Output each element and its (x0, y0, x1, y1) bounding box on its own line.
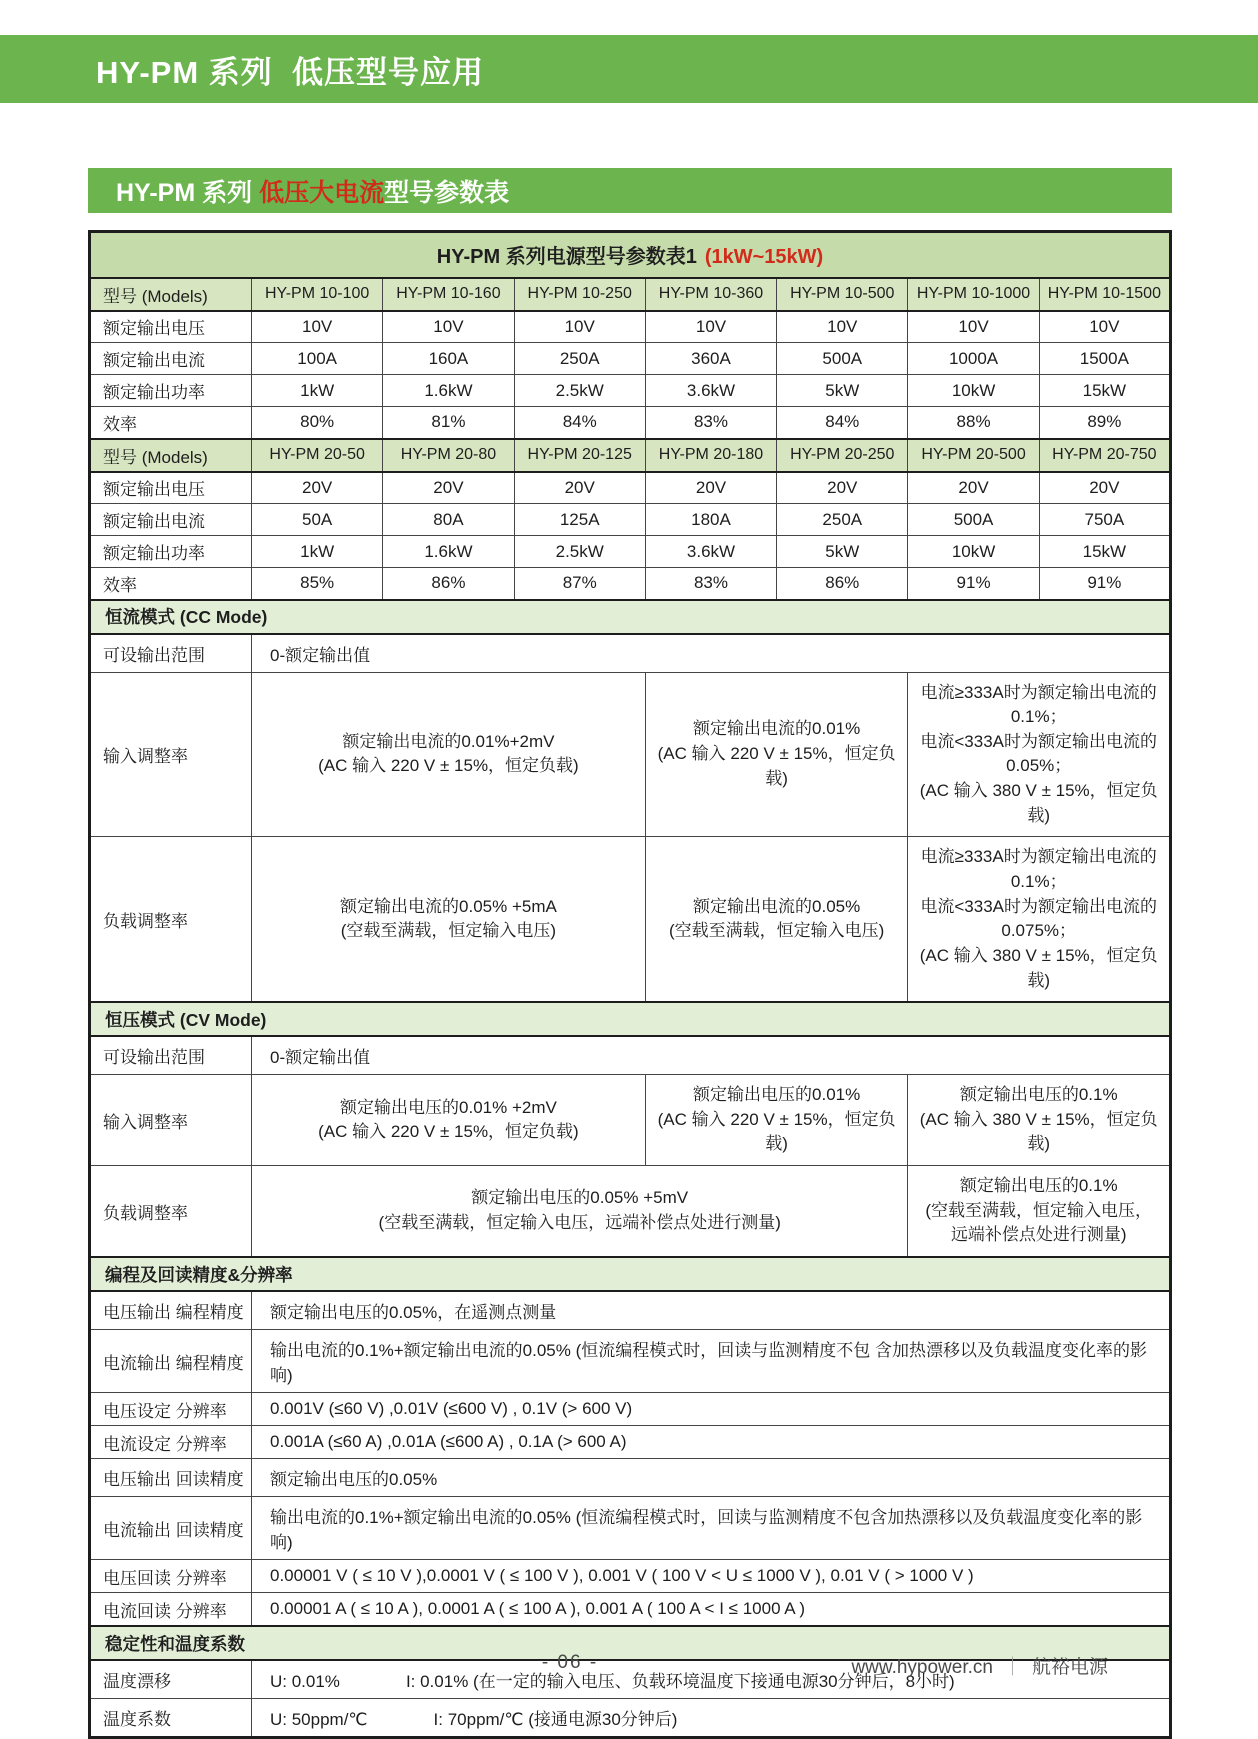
value-cell: 750A (1039, 504, 1170, 536)
value-cell: 10V (1039, 311, 1170, 343)
value-cell: 10V (383, 311, 514, 343)
value-line: 额定输出电压的0.05% +5mV (471, 1188, 689, 1208)
model-name: HY-PM 20-750 (1039, 439, 1170, 472)
value-cell: 250A (777, 504, 908, 536)
table-row (90, 504, 1171, 536)
value-cell: 84% (777, 407, 908, 439)
table-row (90, 1426, 1171, 1459)
value-cell: 0.00001 A ( ≤ 10 A ), 0.0001 A ( ≤ 100 A ), 0.001 A ( 100 A < I ≤ 1000 A ) (252, 1593, 1171, 1627)
row-label: 电流输出 编程精度 (90, 1330, 252, 1393)
value-line: 额定输出电压的0.1% (959, 1176, 1118, 1196)
value-line: 电流≥333A时为额定输出电流的0.1%； (920, 847, 1157, 891)
table-row (90, 1393, 1171, 1426)
value-cell: 88% (908, 407, 1039, 439)
row-label: 电流回读 分辨率 (90, 1593, 252, 1627)
value-cell: 85% (252, 568, 383, 600)
value-cell: 1000A (908, 343, 1039, 375)
value-cell: 10kW (908, 375, 1039, 407)
value-cell: 80% (252, 407, 383, 439)
value-cell: 3.6kW (645, 536, 776, 568)
row-label: 输入调整率 (90, 1075, 252, 1166)
table-row (90, 672, 1171, 837)
value-part: I: 70ppm/℃ (接通电源30分钟后) (433, 1710, 678, 1730)
value-cell: 1kW (252, 375, 383, 407)
section-header: 稳定性和温度系数 (90, 1626, 1171, 1660)
row-label: 额定输出电流 (90, 343, 252, 375)
section-header-row (90, 600, 1171, 634)
value-cell (908, 672, 1171, 837)
value-cell: 0.001V (≤60 V) ,0.01V (≤600 V) , 0.1V (> 600 V) (252, 1393, 1171, 1426)
footer-separator: ｜ (1002, 1657, 1022, 1678)
row-label: 型号 (Models) (90, 439, 252, 472)
row-label: 额定输出功率 (90, 536, 252, 568)
table-row (90, 1560, 1171, 1593)
value-line: (空载至满载，恒定输入电压) (340, 921, 557, 941)
value-cell: 0.001A (≤60 A) ,0.01A (≤600 A) , 0.1A (> 600 A) (252, 1426, 1171, 1459)
section-title-highlight: 低压大电流 (259, 178, 385, 207)
table-row (90, 439, 1171, 472)
page-header-banner (0, 35, 1258, 103)
value-cell (645, 837, 908, 1002)
value-cell (908, 1075, 1171, 1166)
value-cell: 额定输出电压的0.05%，在遥测点测量 (252, 1291, 1171, 1330)
value-line: 电流≥333A时为额定输出电流的0.1%； (920, 682, 1157, 727)
value-cell: 2.5kW (514, 536, 645, 568)
row-label: 效率 (90, 407, 252, 439)
value-line: 电流<333A时为额定输出电流的0.075%； (920, 896, 1158, 941)
value-cell: 输出电流的0.1%+额定输出电流的0.05% (恒流编程模式时，回读与监测精度不包含加热漂移以及负载温度变化率的影响) (252, 1497, 1171, 1560)
value-cell: 91% (908, 568, 1039, 600)
value-cell (252, 1166, 908, 1257)
model-name: HY-PM 20-80 (383, 439, 514, 472)
footer-brand: 航裕电源 (1031, 1657, 1108, 1678)
value-cell: 额定输出电压的0.05% (252, 1459, 1171, 1497)
value-line: 远端补偿点处进行测量) (950, 1225, 1127, 1245)
value-cell: 10V (777, 311, 908, 343)
spec-table-container (88, 230, 1172, 1739)
value-line: 额定输出电流的0.05% (693, 896, 861, 916)
value-line: 额定输出电压的0.01% +2mV (340, 1097, 557, 1117)
table-row (90, 343, 1171, 375)
value-cell: 86% (383, 568, 514, 600)
table-title-row (90, 232, 1171, 278)
model-name: HY-PM 10-160 (383, 278, 514, 311)
section-title-prefix: HY-PM 系列 (116, 178, 260, 207)
table-row (90, 568, 1171, 600)
table-row (90, 1166, 1171, 1257)
value-cell: 180A (645, 504, 776, 536)
table-row (90, 278, 1171, 311)
model-name: HY-PM 10-250 (514, 278, 645, 311)
value-line: (AC 输入 220 V ± 15%，恒定负载) (657, 1109, 896, 1154)
table-title-text: HY-PM 系列电源型号参数表1 (436, 246, 697, 269)
model-name: HY-PM 10-500 (777, 278, 908, 311)
value-cell: 89% (1039, 407, 1170, 439)
value-cell: 87% (514, 568, 645, 600)
value-part: I: 0.01% (在一定的输入电压、负载环境温度下接通电源30分钟后，8小时) (405, 1672, 955, 1692)
value-cell: 20V (383, 472, 514, 504)
value-cell: 1500A (1039, 343, 1170, 375)
spec-table-body (90, 232, 1171, 1738)
value-line: (AC 输入 380 V ± 15%，恒定负载) (919, 1109, 1158, 1154)
section-header: 恒流模式 (CC Mode) (90, 600, 1171, 634)
model-name: HY-PM 20-500 (908, 439, 1039, 472)
table-row (90, 1075, 1171, 1166)
row-label: 温度系数 (90, 1699, 252, 1738)
value-cell: 2.5kW (514, 375, 645, 407)
value-line: 额定输出电流的0.01%+2mV (342, 731, 555, 751)
section-header: 编程及回读精度&分辨率 (90, 1257, 1171, 1291)
row-label: 额定输出电压 (90, 311, 252, 343)
value-line: 电流<333A时为额定输出电流的0.05%； (920, 731, 1158, 776)
value-cell: 86% (777, 568, 908, 600)
value-cell (252, 1075, 646, 1166)
row-label: 电压回读 分辨率 (90, 1560, 252, 1593)
row-label: 温度漂移 (90, 1660, 252, 1699)
row-label: 电压输出 回读精度 (90, 1459, 252, 1497)
row-label: 型号 (Models) (90, 278, 252, 311)
page-title: HY-PM 系列 低压型号应用 (96, 54, 485, 90)
value-cell: 250A (514, 343, 645, 375)
value-line: (空载至满载，恒定输入电压，远端补偿点处进行测量) (378, 1213, 781, 1233)
table-row (90, 1330, 1171, 1393)
page-footer (88, 1652, 1172, 1682)
value-cell: 20V (514, 472, 645, 504)
model-name: HY-PM 20-180 (645, 439, 776, 472)
table-row (90, 634, 1171, 673)
value-line: (AC 输入 220 V ± 15%，恒定负载) (657, 744, 896, 788)
value-cell: 20V (777, 472, 908, 504)
value-line: (空载至满载，恒定输入电压， (925, 1200, 1153, 1220)
value-line: 额定输出电压的0.01% (693, 1085, 861, 1105)
footer-website (851, 1652, 1108, 1679)
value-cell: 5kW (777, 536, 908, 568)
value-cell: 10V (908, 311, 1039, 343)
value-cell: 10V (514, 311, 645, 343)
row-label: 可设输出范围 (90, 1036, 252, 1075)
spec-table (88, 230, 1172, 1739)
value-cell: 输出电流的0.1%+额定输出电流的0.05% (恒流编程模式时，回读与监测精度不包 含加热漂移以及负载温度变化率的影响) (252, 1330, 1171, 1393)
row-label: 负载调整率 (90, 1166, 252, 1257)
value-cell: 1.6kW (383, 375, 514, 407)
value-cell (908, 1166, 1171, 1257)
value-cell (645, 672, 908, 837)
value-cell (252, 837, 646, 1002)
value-cell: 10V (645, 311, 776, 343)
value-cell: 100A (252, 343, 383, 375)
value-cell: 80A (383, 504, 514, 536)
value-cell: 10V (252, 311, 383, 343)
value-line: (AC 输入 220 V ± 15%，恒定负载) (318, 756, 579, 776)
table-row (90, 1699, 1171, 1738)
value-line: (AC 输入 380 V ± 15%，恒定负载) (919, 781, 1158, 825)
value-cell: 0-额定输出值 (252, 1036, 1171, 1075)
value-cell: 50A (252, 504, 383, 536)
value-cell: 1.6kW (383, 536, 514, 568)
value-line: 额定输出电压的0.1% (959, 1085, 1118, 1105)
model-name: HY-PM 10-100 (252, 278, 383, 311)
value-cell (908, 837, 1171, 1002)
section-header-row (90, 1002, 1171, 1036)
table-title-range: (1kW~15kW) (704, 246, 824, 269)
value-cell: 160A (383, 343, 514, 375)
section-header: 恒压模式 (CV Mode) (90, 1002, 1171, 1036)
value-cell: 360A (645, 343, 776, 375)
value-line: (AC 输入 380 V ± 15%，恒定负载) (919, 945, 1158, 990)
value-cell: 20V (908, 472, 1039, 504)
row-label: 额定输出电流 (90, 504, 252, 536)
table-title (90, 232, 1171, 278)
model-name: HY-PM 10-360 (645, 278, 776, 311)
model-name: HY-PM 20-125 (514, 439, 645, 472)
table-row (90, 407, 1171, 439)
row-label: 额定输出功率 (90, 375, 252, 407)
value-cell: 125A (514, 504, 645, 536)
model-name: HY-PM 20-250 (777, 439, 908, 472)
value-cell: 84% (514, 407, 645, 439)
row-label: 可设输出范围 (90, 634, 252, 673)
row-label: 效率 (90, 568, 252, 600)
row-label: 输入调整率 (90, 672, 252, 837)
value-cell: 15kW (1039, 536, 1170, 568)
value-part: U: 0.01% (270, 1672, 340, 1692)
value-cell: 500A (908, 504, 1039, 536)
table-row (90, 472, 1171, 504)
value-cell: 0.00001 V ( ≤ 10 V ),0.0001 V ( ≤ 100 V ), 0.001 V ( 100 V < U ≤ 1000 V ), 0.01 V ( > 1000 V ) (252, 1560, 1171, 1593)
section-title-suffix: 型号参数表 (384, 178, 510, 207)
page-number: - 06 - (541, 1652, 599, 1673)
row-label: 额定输出电压 (90, 472, 252, 504)
row-label: 负载调整率 (90, 837, 252, 1002)
value-cell: 15kW (1039, 375, 1170, 407)
value-cell: 83% (645, 407, 776, 439)
value-cell: 5kW (777, 375, 908, 407)
table-row (90, 837, 1171, 1002)
table-row (90, 311, 1171, 343)
value-cell: 0-额定输出值 (252, 634, 1171, 673)
value-cell: 20V (645, 472, 776, 504)
value-cell: 1kW (252, 536, 383, 568)
table-row (90, 375, 1171, 407)
value-line: 额定输出电流的0.01% (693, 719, 861, 739)
value-line: 额定输出电流的0.05% +5mA (340, 896, 557, 916)
value-cell: 91% (1039, 568, 1170, 600)
value-cell: 20V (1039, 472, 1170, 504)
table-row (90, 536, 1171, 568)
row-label: 电流设定 分辨率 (90, 1426, 252, 1459)
value-cell (252, 1699, 1171, 1738)
value-cell (645, 1075, 908, 1166)
value-line: (空载至满载，恒定输入电压) (668, 921, 885, 941)
value-part: U: 50ppm/℃ (270, 1710, 368, 1730)
value-cell: 500A (777, 343, 908, 375)
value-line: (AC 输入 220 V ± 15%，恒定负载) (318, 1122, 579, 1142)
value-cell: 3.6kW (645, 375, 776, 407)
row-label: 电流输出 回读精度 (90, 1497, 252, 1560)
row-label: 电压输出 编程精度 (90, 1291, 252, 1330)
value-cell: 20V (252, 472, 383, 504)
value-cell: 81% (383, 407, 514, 439)
table-row (90, 1036, 1171, 1075)
model-name: HY-PM 10-1500 (1039, 278, 1170, 311)
table-row (90, 1593, 1171, 1627)
row-label: 电压设定 分辨率 (90, 1393, 252, 1426)
value-cell: 10kW (908, 536, 1039, 568)
model-name: HY-PM 10-1000 (908, 278, 1039, 311)
value-cell: 83% (645, 568, 776, 600)
model-name: HY-PM 20-50 (252, 439, 383, 472)
table-row (90, 1459, 1171, 1497)
table-row (90, 1497, 1171, 1560)
section-title-banner (88, 168, 1172, 213)
table-row (90, 1291, 1171, 1330)
value-cell (252, 672, 646, 837)
section-header-row (90, 1257, 1171, 1291)
footer-url: www.hypower.cn (851, 1657, 993, 1678)
